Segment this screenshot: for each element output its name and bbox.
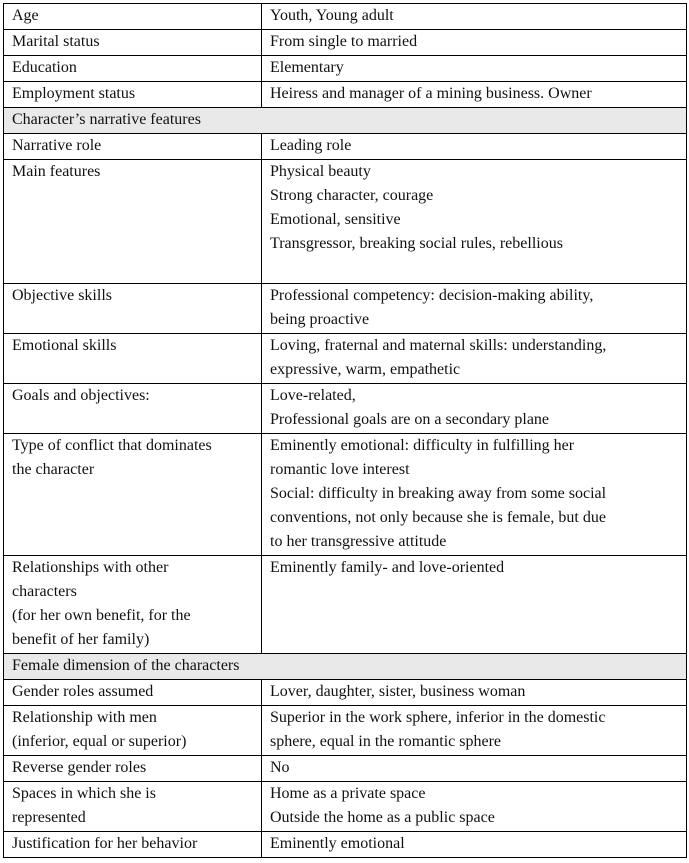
row-value: Elementary [262, 56, 687, 82]
value-line: Professional goals are on a secondary plane [270, 411, 550, 428]
row-value [262, 160, 687, 284]
row-value: Eminently family- and love-oriented [262, 556, 687, 654]
row-label: Justification for her behavior [4, 832, 262, 858]
table-row [4, 556, 687, 654]
table-row [4, 30, 687, 56]
value-line: Transgressor, breaking social rules, rebellious [270, 235, 563, 252]
blank-line [270, 256, 680, 282]
label-line: (for her own benefit, for the [12, 607, 191, 624]
row-label [4, 434, 262, 556]
row-label: Objective skills [4, 284, 262, 334]
value-line: Eminently emotional: difficulty in fulfilling her [270, 437, 575, 454]
value-line: sphere, equal in the romantic sphere [270, 733, 502, 750]
value-line: Emotional, sensitive [270, 211, 401, 228]
label-line: Type of conflict that dominates [12, 437, 212, 454]
value-line: conventions, not only because she is female, but due [270, 509, 606, 526]
row-value: Lover, daughter, sister, business woman [262, 680, 687, 706]
value-line: Loving, fraternal and maternal skills: understanding, [270, 337, 607, 354]
table-row [4, 134, 687, 160]
row-label: Emotional skills [4, 334, 262, 384]
row-value: No [262, 756, 687, 782]
value-line: Social: difficulty in breaking away from some social [270, 485, 607, 502]
row-label: Age [4, 4, 262, 30]
row-value: Youth, Young adult [262, 4, 687, 30]
value-line: expressive, warm, empathetic [270, 361, 461, 378]
value-line: Outside the home as a public space [270, 809, 495, 826]
section-title: Character’s narrative features [4, 108, 687, 134]
value-line: Physical beauty [270, 163, 371, 180]
table-row [4, 284, 687, 334]
label-line: Relationships with other [12, 559, 169, 576]
value-line: romantic love interest [270, 461, 410, 478]
section-title: Female dimension of the characters [4, 654, 687, 680]
label-line: characters [12, 583, 77, 600]
table-row [4, 334, 687, 384]
table-row [4, 82, 687, 108]
label-line: represented [12, 809, 86, 826]
value-line: being proactive [270, 311, 370, 328]
label-line: (inferior, equal or superior) [12, 733, 187, 750]
row-value [262, 334, 687, 384]
row-value: From single to married [262, 30, 687, 56]
character-features-table [3, 3, 687, 858]
row-label: Goals and objectives: [4, 384, 262, 434]
row-value [262, 782, 687, 832]
row-value [262, 384, 687, 434]
table-row [4, 706, 687, 756]
table-row [4, 56, 687, 82]
table-row [4, 832, 687, 858]
row-label: Marital status [4, 30, 262, 56]
table-row [4, 434, 687, 556]
label-line: the character [12, 461, 95, 478]
value-line: Strong character, courage [270, 187, 434, 204]
section-header-female [4, 654, 687, 680]
row-value [262, 706, 687, 756]
row-label: Gender roles assumed [4, 680, 262, 706]
value-line: Home as a private space [270, 785, 426, 802]
row-label: Employment status [4, 82, 262, 108]
value-line: Professional competency: decision-making ability, [270, 287, 594, 304]
value-line: Love-related, [270, 387, 356, 404]
table-row [4, 160, 687, 284]
value-line: Superior in the work sphere, inferior in the domestic [270, 709, 606, 726]
value-line: to her transgressive attitude [270, 533, 447, 550]
row-value [262, 434, 687, 556]
row-label [4, 706, 262, 756]
row-label: Reverse gender roles [4, 756, 262, 782]
section-header-narrative [4, 108, 687, 134]
row-value: Eminently emotional [262, 832, 687, 858]
row-label: Education [4, 56, 262, 82]
row-value [262, 284, 687, 334]
label-line: Spaces in which she is [12, 785, 156, 802]
row-value: Leading role [262, 134, 687, 160]
row-label [4, 782, 262, 832]
table-row [4, 680, 687, 706]
table-row [4, 4, 687, 30]
row-label: Main features [4, 160, 262, 284]
table-row [4, 756, 687, 782]
row-label: Narrative role [4, 134, 262, 160]
label-line: benefit of her family) [12, 631, 150, 648]
table-row [4, 384, 687, 434]
label-line: Relationship with men [12, 709, 157, 726]
row-label [4, 556, 262, 654]
row-value: Heiress and manager of a mining business. Owner [262, 82, 687, 108]
table-row [4, 782, 687, 832]
